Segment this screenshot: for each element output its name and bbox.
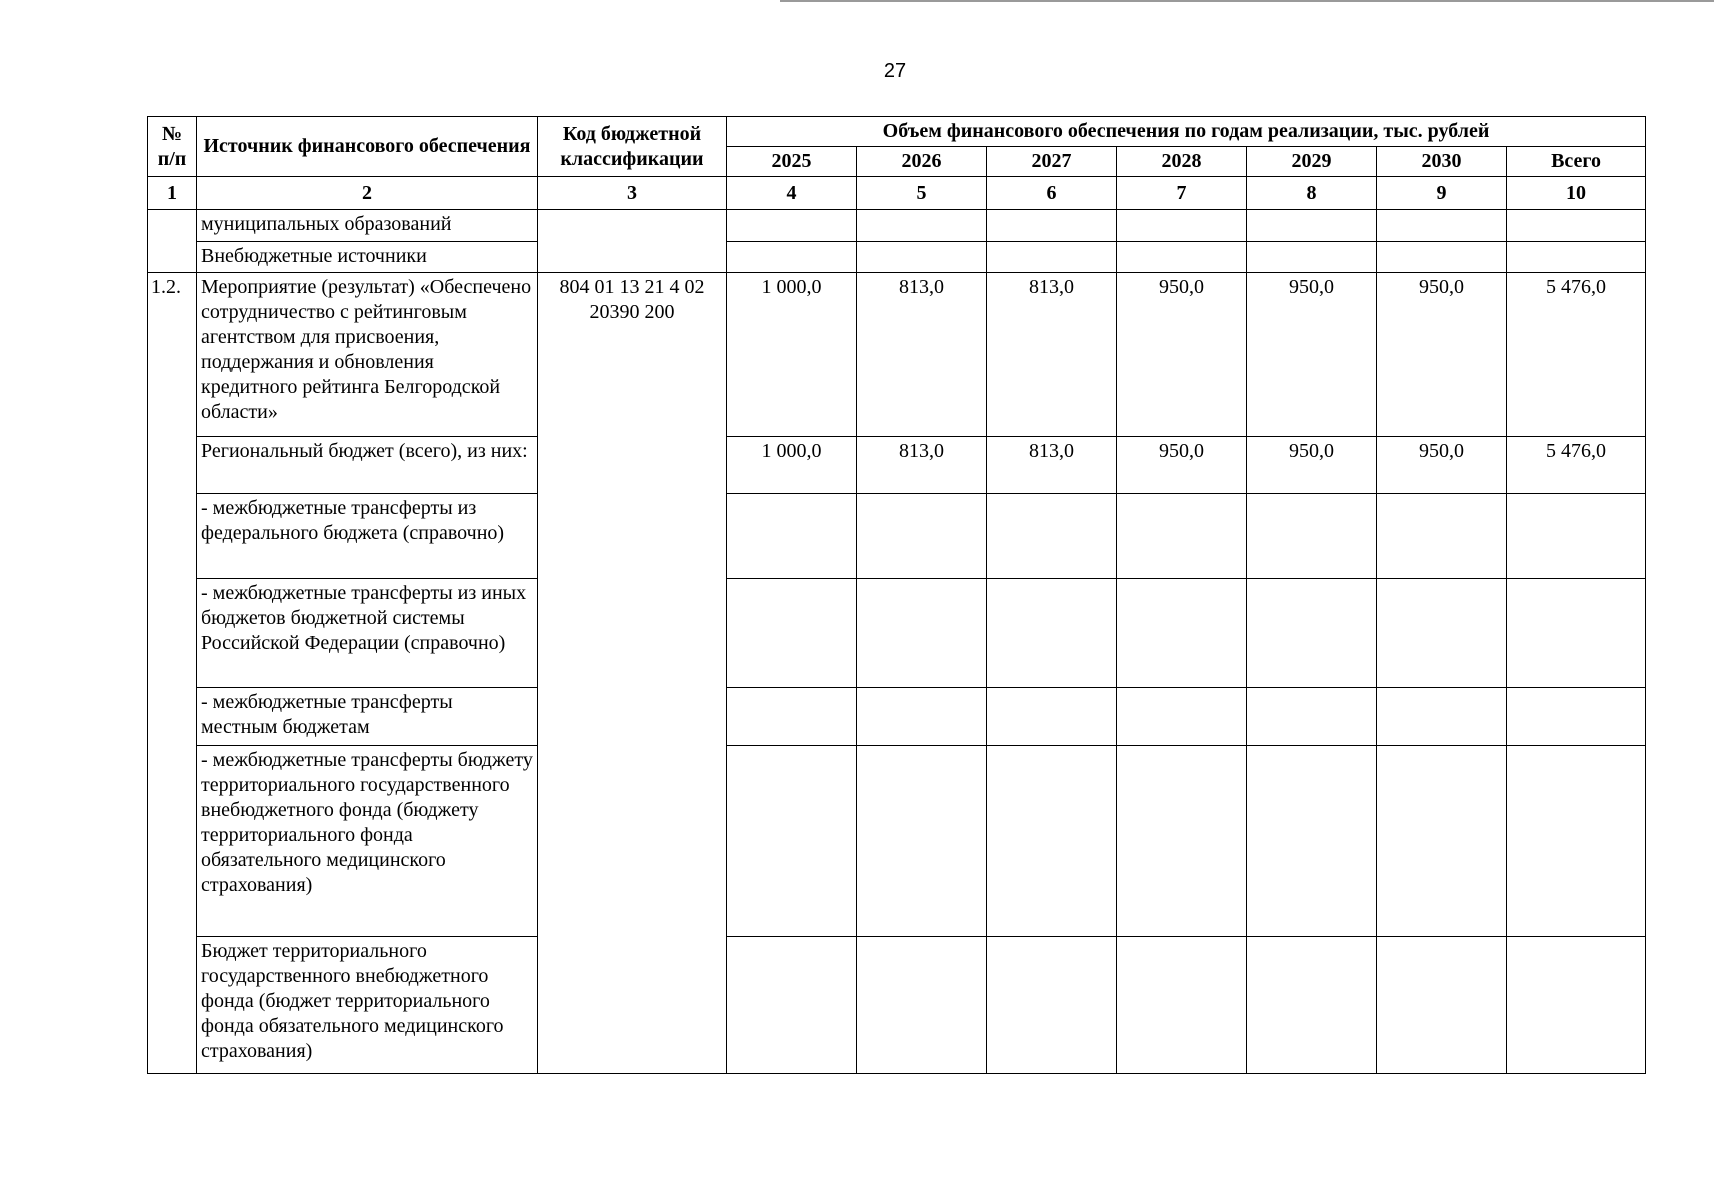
row-label: Мероприятие (результат) «Обеспечено сотрудничество с рейтинговым агентством для присвоения, поддержания и обновления кредитного рейтинга Белгородской области» — [197, 273, 538, 437]
value-cell: 813,0 — [987, 437, 1117, 494]
header-year-2027: 2027 — [987, 147, 1117, 177]
value-cell: 950,0 — [1247, 437, 1377, 494]
row-number-cell: 1.2. — [148, 273, 197, 1074]
table-row — [148, 241, 1646, 273]
column-number: 4 — [727, 177, 857, 210]
row-label: - межбюджетные трансферты бюджету территориального государственного внебюджетного фонда (бюджету территориального фонда обязательного медицинского страхования) — [197, 746, 538, 936]
column-number: 2 — [197, 177, 538, 210]
header-year-2025: 2025 — [727, 147, 857, 177]
value-cell: 1 000,0 — [727, 437, 857, 494]
header-volume: Объем финансового обеспечения по годам реализации, тыс. рублей — [727, 117, 1646, 147]
value-cell: 950,0 — [1117, 437, 1247, 494]
value-cell: 813,0 — [857, 273, 987, 437]
value-cell: 950,0 — [1247, 273, 1377, 437]
code-cell: 804 01 13 21 4 02 20390 200 — [538, 273, 727, 1074]
row-label: - межбюджетные трансферты местным бюджетам — [197, 688, 538, 746]
row-label: - межбюджетные трансферты из федерального бюджета (справочно) — [197, 494, 538, 578]
header-code: Код бюджетной классификации — [538, 117, 727, 177]
column-number: 3 — [538, 177, 727, 210]
table-row — [148, 578, 1646, 688]
row-label: Внебюджетные источники — [197, 241, 538, 273]
header-total: Всего — [1507, 147, 1646, 177]
header-year-2029: 2029 — [1247, 147, 1377, 177]
header-row-1 — [148, 117, 1646, 147]
row-label: муниципальных образований — [197, 210, 538, 242]
header-year-2028: 2028 — [1117, 147, 1247, 177]
row-label: - межбюджетные трансферты из иных бюджетов бюджетной системы Российской Федерации (справочно) — [197, 578, 538, 688]
table-row — [148, 437, 1646, 494]
column-number: 9 — [1377, 177, 1507, 210]
value-cell: 950,0 — [1377, 273, 1507, 437]
column-number: 6 — [987, 177, 1117, 210]
row-label: Бюджет территориального государственного внебюджетного фонда (бюджет территориального фонда обязательного медицинского страхования) — [197, 936, 538, 1073]
value-cell: 5 476,0 — [1507, 273, 1646, 437]
column-number: 1 — [148, 177, 197, 210]
page-number: 27 — [883, 60, 907, 82]
row-label: Региональный бюджет (всего), из них: — [197, 437, 538, 494]
table-row — [148, 746, 1646, 936]
value-cell: 5 476,0 — [1507, 437, 1646, 494]
code-cell — [538, 210, 727, 273]
header-year-2026: 2026 — [857, 147, 987, 177]
table-row — [148, 210, 1646, 242]
table-row — [148, 494, 1646, 578]
table-row — [148, 688, 1646, 746]
top-rule — [780, 0, 1714, 2]
column-number: 10 — [1507, 177, 1646, 210]
value-cell: 1 000,0 — [727, 273, 857, 437]
column-number-row — [148, 177, 1646, 210]
table-row — [148, 936, 1646, 1073]
header-source: Источник финансового обеспечения — [197, 117, 538, 177]
value-cell: 813,0 — [857, 437, 987, 494]
value-cell: 813,0 — [987, 273, 1117, 437]
header-no: № п/п — [148, 117, 197, 177]
financing-table — [147, 116, 1646, 1074]
header-year-2030: 2030 — [1377, 147, 1507, 177]
row-number-cell — [148, 210, 197, 273]
value-cell: 950,0 — [1377, 437, 1507, 494]
table-row — [148, 273, 1646, 437]
column-number: 7 — [1117, 177, 1247, 210]
column-number: 5 — [857, 177, 987, 210]
value-cell: 950,0 — [1117, 273, 1247, 437]
column-number: 8 — [1247, 177, 1377, 210]
